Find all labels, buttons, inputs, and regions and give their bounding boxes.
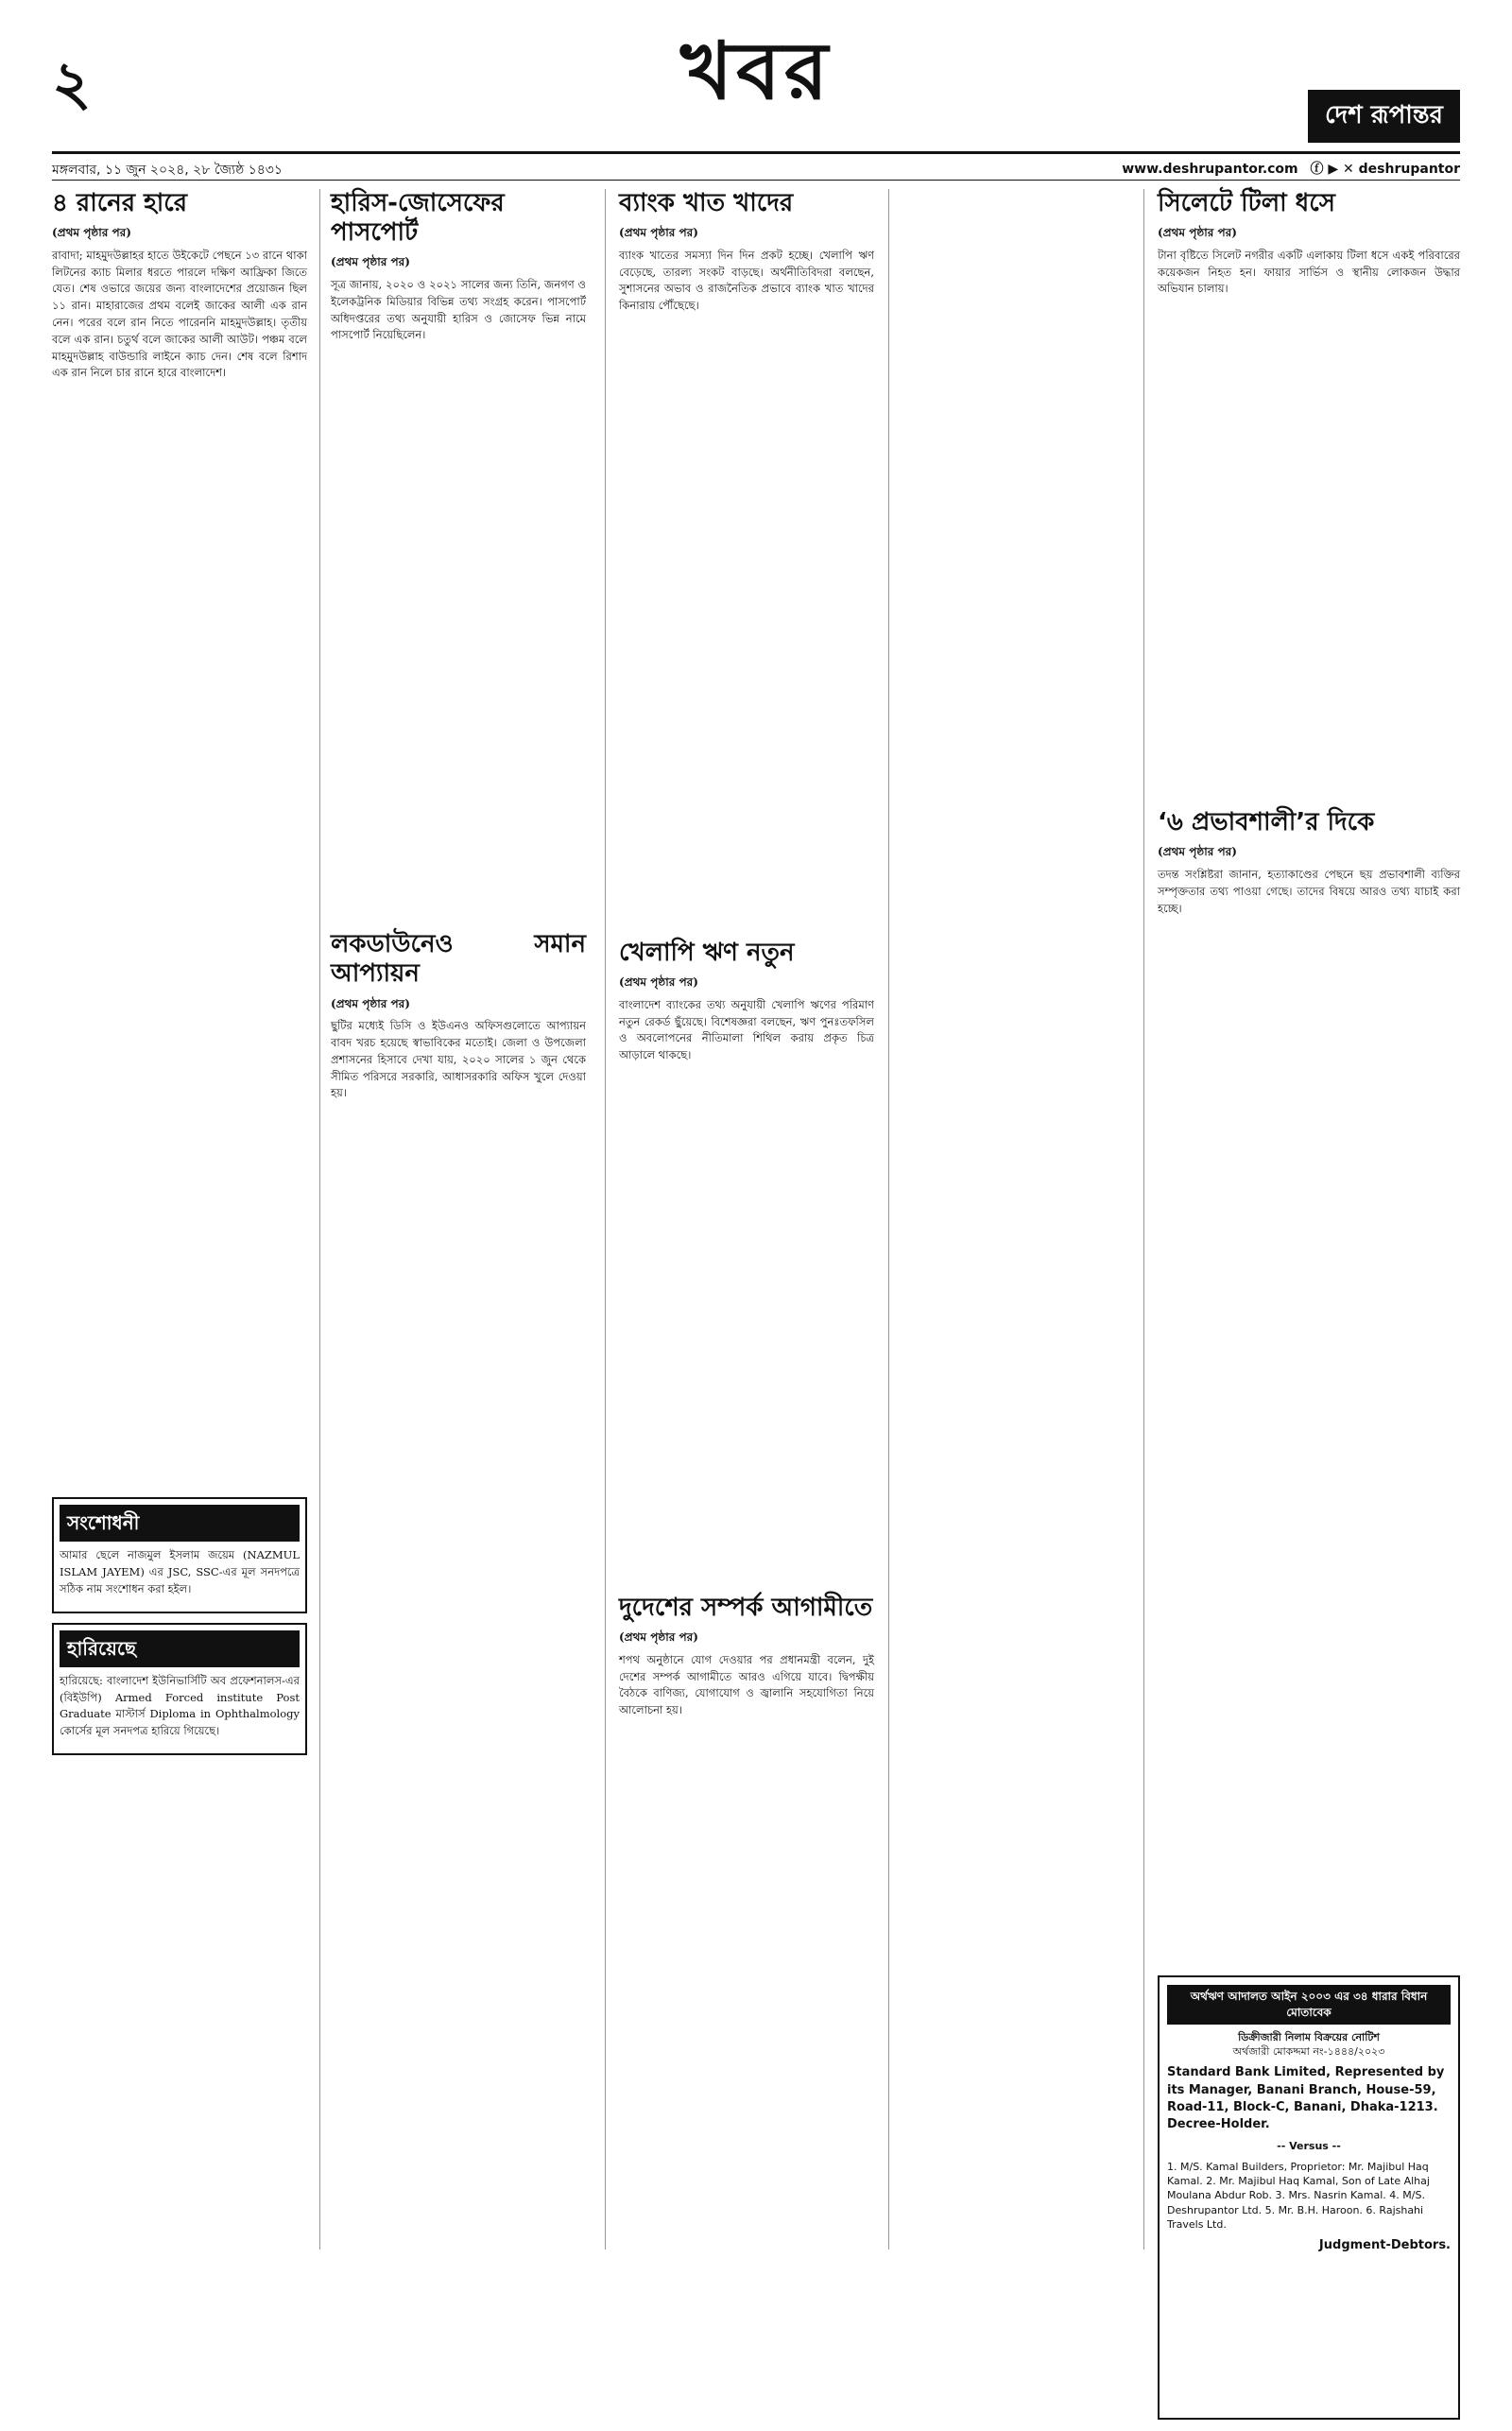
- article: [619, 189, 874, 315]
- masthead-rule: [52, 151, 1460, 154]
- box-body: হারিয়েছে: বাংলাদেশ ইউনিভার্সিটি অব প্রফেশনালস-এর (বিইউপি) Armed Forced institute Post Graduate মাস্টার্স Diploma in Ophthalmology কোর্সের মূল সনদপত্র হারিয়ে গিয়েছে।: [60, 1673, 300, 1738]
- column-divider: [1143, 189, 1144, 2250]
- continuation-label: (প্রথম পৃষ্ঠার পর): [52, 226, 131, 240]
- x-icon[interactable]: ✕: [1343, 162, 1354, 177]
- facebook-icon[interactable]: ⓕ: [1310, 162, 1324, 177]
- section-title: খবর: [679, 25, 833, 117]
- youtube-icon[interactable]: ▶: [1328, 162, 1339, 177]
- article: [619, 1594, 874, 1719]
- column-6: [1158, 189, 1460, 924]
- notice-court: ডিক্রীজারী নিলাম বিক্রয়ের নোটিশ: [1238, 2030, 1380, 2043]
- box-body: আমার ছেলে নাজমুল ইসলাম জয়েম (NAZMUL ISLAM JAYEM) এর JSC, SSC-এর মূল সনদপত্রে সঠিক নাম সংশোধন করা হইল।: [60, 1548, 300, 1595]
- article: [52, 189, 307, 382]
- website-link[interactable]: [1122, 159, 1460, 178]
- continuation-label: (প্রথম পৃষ্ঠার পর): [331, 255, 410, 269]
- continuation-label: (প্রথম পৃষ্ঠার পর): [619, 975, 698, 990]
- headline: ব্যাংক খাত খাদের: [619, 189, 794, 217]
- correction-box: [52, 1497, 307, 1612]
- article: [331, 189, 586, 344]
- decree-holder: Standard Bank Limited, Represented by its Manager, Banani Branch, House-59, Road-11, Block-C, Banani, Dhaka-1213. Decree-Holder.: [1167, 2065, 1445, 2131]
- column-divider: [605, 189, 606, 2250]
- column-1: [52, 189, 307, 1765]
- article-body: তদন্ত সংশ্লিষ্টরা জানান, হত্যাকাণ্ডের পেছনে ছয় প্রভাবশালী ব্যক্তির সম্পৃক্ততার তথ্য পাওয়া গেছে। তাদের বিষয়ে আরও তথ্য যাচাই করা হচ্ছে।: [1158, 868, 1460, 915]
- article: [1158, 808, 1460, 917]
- continuation-label: (প্রথম পৃষ্ঠার পর): [619, 1630, 698, 1645]
- article: [619, 939, 874, 1064]
- article: [1158, 189, 1460, 298]
- lost-notice-box: [52, 1623, 307, 1755]
- column-divider: [888, 189, 889, 2250]
- headline: দুদেশের সম্পর্ক আগামীতে: [619, 1594, 873, 1623]
- article-body: সূত্র জানায়, ২০২০ ও ২০২১ সালের জন্য তিনি, জনগণ ও ইলেকট্রনিক মিডিয়ার বিভিন্ন তথ্য সংগ্রহ করেন। পাসপোর্ট অধিদপ্তরের তথ্য অনুযায়ী হারিস ও জোসেফ ভিন্ন নামে পাসপোর্ট নিয়েছিলেন।: [331, 277, 586, 342]
- headline: ‘৬ প্রভাবশালী’র দিকে: [1158, 808, 1375, 837]
- article-body: শপথ অনুষ্ঠানে যোগ দেওয়ার পর প্রধানমন্ত্রী বলেন, দুই দেশের সম্পর্ক আগামীতে আরও এগিয়ে যাবে। দ্বিপক্ষীয় বৈঠকে বাণিজ্য, যোগাযোগ ও জ্বালানি সহযোগিতা নিয়ে আলোচনা হয়।: [619, 1652, 874, 1717]
- headline: খেলাপি ঋণ নতুন: [619, 939, 795, 968]
- dateline-rule: [52, 180, 1460, 181]
- headline: ৪ রানের হারে: [52, 189, 188, 217]
- dateline: মঙ্গলবার, ১১ জুন ২০২৪, ২৮ জ্যৈষ্ঠ ১৪৩১: [52, 163, 283, 178]
- legal-notice: [1158, 1975, 1460, 2420]
- website-url[interactable]: www.deshrupantor.com: [1122, 162, 1298, 177]
- article-body: বাংলাদেশ ব্যাংকের তথ্য অনুযায়ী খেলাপি ঋণের পরিমাণ নতুন রেকর্ড ছুঁয়েছে। বিশেষজ্ঞরা বলছেন, ঋণ পুনঃতফসিল ও অবলোপনের নীতিমালা শিথিল করায় প্রকৃত চিত্র আড়ালে থাকছে।: [619, 997, 874, 1062]
- notice-footer: Judgment-Debtors.: [1318, 2238, 1451, 2253]
- article-body: ব্যাংক খাতের সমস্যা দিন দিন প্রকট হচ্ছে। খেলাপি ঋণ বেড়েছে, তারল্য সংকট বাড়ছে। অর্থনীতিবিদরা বলছেন, সুশাসনের অভাব ও রাজনৈতিক প্রভাবে ব্যাংক খাত খাদের কিনারায় পৌঁছেছে।: [619, 248, 874, 313]
- article-body: টানা বৃষ্টিতে সিলেট নগরীর একটি এলাকায় টিলা ধসে একই পরিবারের কয়েকজন নিহত হন। ফায়ার সার্ভিস ও স্থানীয় লোকজন উদ্ধার অভিযান চালায়।: [1158, 248, 1460, 296]
- social-handle[interactable]: deshrupantor: [1358, 162, 1460, 177]
- brand-logo: দেশ রূপান্তর: [1308, 90, 1460, 143]
- column-2: [331, 189, 586, 1110]
- box-title: হারিয়েছে: [60, 1630, 300, 1667]
- continuation-label: (প্রথম পৃষ্ঠার পর): [619, 226, 698, 240]
- column-4: [619, 189, 874, 1727]
- continuation-label: (প্রথম পৃষ্ঠার পর): [1158, 226, 1237, 240]
- continuation-label: (প্রথম পৃষ্ঠার পর): [1158, 845, 1237, 859]
- article-body: রাবাদা; মাহমুদউল্লাহর হাতে উইকেটে পেছনে ১৩ রানে থাকা লিটনের ক্যাচ মিলার ধরতে পারলে দক্ষিণ আফ্রিকা জিতে যেত। শেষ ওভারে জয়ের জন্য বাংলাদেশের প্রয়োজন ছিল ১১ রান। মাহারাজের প্রথম বলেই জাকের আলী এক রান নেন। পরের বলে রান নিতে পারেননি মাহমুদউল্লাহ। তৃতীয় বলে এক রান। চতুর্থ বলে জাকের আলী আউট। পঞ্চম বলে মাহমুদউল্লাহ বাউন্ডারি লাইনে ক্যাচ দেন। শেষ বলে রিশাদ এক রান নিলে চার রানে হারে বাংলাদেশ।: [52, 248, 307, 380]
- notice-heading: অর্থঋণ আদালত আইন ২০০৩ এর ৩৪ ধারার বিধান মোতাবেক: [1167, 1985, 1451, 2025]
- page-number: ২: [52, 49, 92, 119]
- article-body: ছুটির মধ্যেই ডিসি ও ইউএনও অফিসগুলোতে আপ্যায়ন বাবদ খরচ হয়েছে স্বাভাবিকের মতোই। জেলা ও উপজেলা প্রশাসনের হিসাবে দেখা যায়, ২০২০ সালের ১ জুন থেকে সীমিত পরিসরে সরকারি, আধাসরকারি অফিস খুলে দেওয়া হয়।: [331, 1019, 586, 1100]
- judgment-debtors: 1. M/S. Kamal Builders, Proprietor: Mr. Majibul Haq Kamal. 2. Mr. Majibul Haq Kamal, Son of Late Alhaj Moulana Abdur Rob. 3. Mrs. Nasrin Kamal. 4. M/S. Deshrupantor Ltd. 5. Mr. B.H. Haroon. 6. Rajshahi Travels Ltd.: [1167, 2160, 1430, 2232]
- headline: লকডাউনেও সমান আপ্যায়ন: [331, 930, 586, 989]
- continuation-label: (প্রথম পৃষ্ঠার পর): [331, 996, 410, 1010]
- notice-case-no: অর্থজারী মোকদ্দমা নং-১৪৪৪/২০২৩: [1232, 2044, 1385, 2058]
- headline: হারিস-জোসেফের পাসপোর্ট: [331, 189, 505, 248]
- box-title: সংশোধনী: [60, 1505, 300, 1542]
- masthead: [52, 0, 1460, 151]
- column-divider: [319, 189, 320, 2250]
- versus-label: -- Versus --: [1277, 2140, 1341, 2153]
- headline: সিলেটে টিলা ধসে: [1158, 189, 1335, 217]
- article: [331, 930, 586, 1102]
